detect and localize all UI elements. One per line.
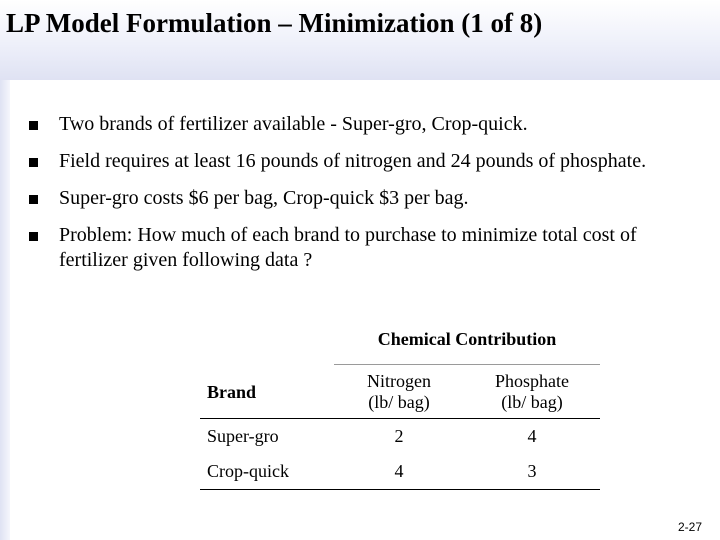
nitrogen-column-header <box>339 371 459 413</box>
bullet-item <box>28 149 698 174</box>
cell-crop-quick-phosphate: 3 <box>527 461 537 481</box>
bullet-item <box>28 186 698 211</box>
title-bar <box>0 0 720 80</box>
bullet-text: Problem: How much of each brand to purchase to minimize total cost of fertilizer given following data ? <box>59 224 637 271</box>
chemical-contribution-table <box>200 326 600 494</box>
cell-crop-quick-nitrogen: 4 <box>394 461 404 481</box>
column-header-line2: (lb/ bag) <box>368 392 430 412</box>
bullet-text: Field requires at least 16 pounds of nitrogen and 24 pounds of phosphate. <box>59 150 647 172</box>
side-band <box>0 80 10 540</box>
phosphate-column-header <box>472 371 592 413</box>
bullet-text: Two brands of fertilizer available - Super-gro, Crop-quick. <box>59 113 528 135</box>
cell-super-gro-phosphate: 4 <box>527 426 537 446</box>
square-bullet-icon <box>29 195 38 204</box>
group-header: Chemical Contribution <box>377 329 557 349</box>
cell-super-gro-nitrogen: 2 <box>394 426 404 446</box>
bullet-list <box>28 112 698 285</box>
row-brand-super-gro: Super-gro <box>207 426 279 446</box>
group-header-rule <box>334 364 600 365</box>
column-header-line1: Nitrogen <box>367 371 431 391</box>
brand-column-header: Brand <box>207 382 257 402</box>
bullet-item <box>28 223 698 273</box>
page-number: 2-27 <box>677 520 702 534</box>
column-header-line1: Phosphate <box>495 371 569 391</box>
column-header-line2: (lb/ bag) <box>501 392 563 412</box>
slide-title: LP Model Formulation – Minimization (1 of 8) <box>6 8 543 38</box>
header-rule <box>200 418 600 419</box>
bottom-rule <box>200 489 600 490</box>
bullet-text: Super-gro costs $6 per bag, Crop-quick $3 per bag. <box>59 187 469 209</box>
square-bullet-icon <box>29 232 38 241</box>
square-bullet-icon <box>29 121 38 130</box>
row-brand-crop-quick: Crop-quick <box>207 461 289 481</box>
square-bullet-icon <box>29 158 38 167</box>
bullet-item <box>28 112 698 137</box>
